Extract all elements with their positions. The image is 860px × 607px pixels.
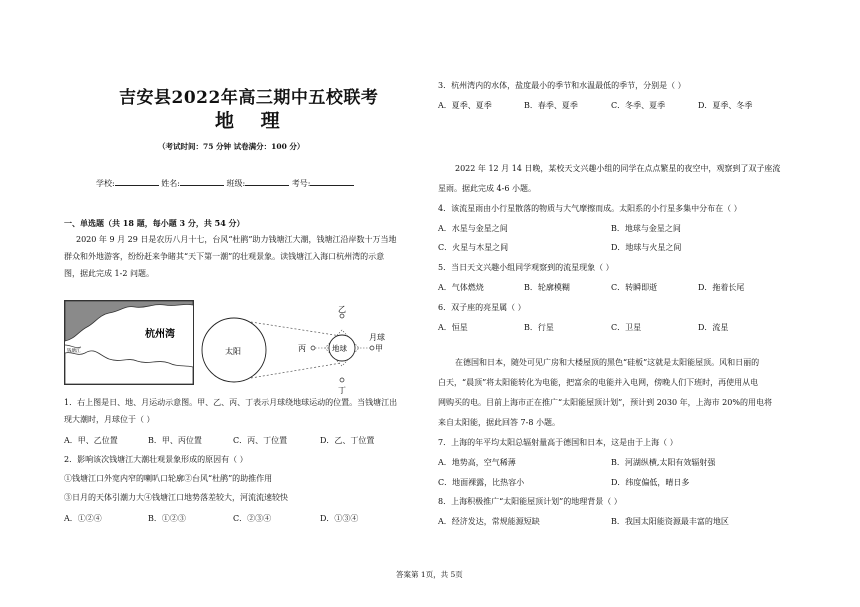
q3-option-c[interactable]: C．冬季、夏季 <box>611 101 666 110</box>
q5-option-d[interactable]: D．拖着长尾 <box>698 283 745 292</box>
q7-option-d[interactable]: D．纬度偏低，晴日多 <box>611 478 690 487</box>
q1-stem-cont: 现大潮时，月球位于（ ） <box>64 415 155 424</box>
school-blank[interactable] <box>115 177 159 186</box>
q2-option-c[interactable]: C．②③④ <box>233 514 272 523</box>
intro-line-1: 2020 年 9 月 29 日是农历八月十七，台风“杜鹃”助力钱塘江大潮，钱塘江沿岸数十万当地 <box>76 235 397 244</box>
q6-option-b[interactable]: B．行星 <box>524 323 554 332</box>
subject-title: 地 理 <box>215 110 290 132</box>
student-info-fields <box>96 177 354 190</box>
q3-stem: 3．杭州湾内的水体，盐度最小的季节和水温最低的季节，分别是（ ） <box>438 81 686 90</box>
intro-line-3: 图，据此完成 1-2 问题。 <box>64 269 154 278</box>
q5-option-b[interactable]: B．轮廓模糊 <box>524 283 570 292</box>
moon-position-jia <box>370 346 374 350</box>
passage2-line-2: 星雨。据此完成 4-6 小题。 <box>438 184 536 193</box>
name-blank[interactable] <box>180 177 224 186</box>
q2-line-2: ③日月的天体引潮力大④钱塘江口地势落差较大，河流流速较快 <box>64 493 288 502</box>
q3-option-d[interactable]: D．夏季、冬季 <box>698 101 753 110</box>
q7-option-c[interactable]: C．地面裸露，比热容小 <box>438 478 525 487</box>
q5-stem: 5．当日天文兴趣小组同学观察到的流星现象（ ） <box>438 263 614 272</box>
q6-stem: 6．双子座的亮星属（ ） <box>438 303 526 312</box>
q1-stem: 1．右上图是日、地、月运动示意图。甲、乙、丙、丁表示月球绕地球运动的位置。当钱塘江出 <box>64 398 398 407</box>
section1-heading: 一、单选题（共 18 题，每小题 3 分，共 54 分） <box>64 218 245 228</box>
bing-label: 丙 <box>298 344 306 353</box>
moon-label: 月球 <box>369 333 385 342</box>
exam-info: （考试时间：75 分钟 试卷满分：100 分） <box>158 142 305 151</box>
q8-option-a[interactable]: A．经济发达，常规能源短缺 <box>438 517 540 526</box>
q8-stem: 8．上海积极推广“太阳能屋顶计划”的地理背景（ ） <box>438 497 622 506</box>
passage3-line-2: 白天，“晨顶”将太阳能转化为电能，把富余的电能并入电网，傍晚人们下班时，再使用从电 <box>438 378 759 387</box>
exam-title: 吉安县2022年高三期中五校联考 <box>119 88 379 108</box>
school-label: 学校: <box>96 179 115 188</box>
q1-option-a[interactable]: A．甲、乙位置 <box>64 436 118 445</box>
sun-earth-moon-diagram <box>195 300 420 395</box>
q7-option-a[interactable]: A．地势高，空气稀薄 <box>438 458 516 467</box>
passage3-line-3: 网购买的电。目前上海市正在推广“太阳能屋顶计划”，预计到 2030 年，上海市 20%的用电将 <box>438 398 772 407</box>
intro-line-2: 群众和外地游客，纷纷赶来争睹其“天下第一潮”的壮观景象。读钱塘江入海口杭州湾的示意 <box>64 252 385 261</box>
q7-stem: 7．上海的年平均太阳总辐射量高于德国和日本，这是由于上海（ ） <box>438 438 678 447</box>
q7-option-b[interactable]: B．河湖纵横,太阳有效辐射强 <box>611 458 716 467</box>
name-label: 姓名: <box>161 179 180 188</box>
q6-option-d[interactable]: D．流星 <box>698 323 729 332</box>
moon-position-ding <box>340 378 344 382</box>
q2-option-a[interactable]: A．①②④ <box>64 514 102 523</box>
q1-option-c[interactable]: C．丙、丁位置 <box>233 436 288 445</box>
q2-stem: 2．影响该次钱塘江大潮壮观景象形成的原因有（ ） <box>64 455 248 464</box>
q4-option-d[interactable]: D．地球与火星之间 <box>611 243 682 252</box>
passage3-line-1: 在德国和日本，随处可见广房和大楼屋顶的黑色“硅板”这就是太阳能屋顶。风和日丽的 <box>455 358 760 367</box>
number-label: 考号: <box>291 179 311 188</box>
q2-option-d[interactable]: D．①③④ <box>320 514 359 523</box>
q4-stem: 4．该流星雨由小行星散落的物质与大气摩擦而成。太阳系的小行星多集中分布在（ ） <box>438 204 742 213</box>
q4-option-c[interactable]: C．火星与木星之间 <box>438 243 509 252</box>
ding-label: 丁 <box>338 386 346 395</box>
moon-position-bing <box>311 346 315 350</box>
q8-option-b[interactable]: B．我国太阳能资源最丰富的地区 <box>611 517 729 526</box>
river-label: 钱塘江 <box>67 349 81 354</box>
earth-label: 地球 <box>332 344 347 353</box>
sun-label: 太阳 <box>225 347 241 356</box>
hangzhou-bay-map <box>64 300 194 385</box>
q5-option-c[interactable]: C．转瞬即逝 <box>611 283 658 292</box>
moon-position-yi <box>340 314 344 318</box>
q3-option-b[interactable]: B．春季、夏季 <box>524 101 578 110</box>
jia-label: 甲 <box>375 344 383 353</box>
q6-option-c[interactable]: C．卫星 <box>611 323 642 332</box>
number-blank[interactable] <box>310 177 354 186</box>
q2-option-b[interactable]: B．①②③ <box>148 514 186 523</box>
q4-option-a[interactable]: A．水星与金星之间 <box>438 224 508 233</box>
yi-label: 乙 <box>338 305 346 314</box>
q1-option-b[interactable]: B．甲、丙位置 <box>148 436 202 445</box>
q1-option-d[interactable]: D．乙、丁位置 <box>320 436 375 445</box>
passage2-line-1: 2022 年 12 月 14 日晚，某校天文兴趣小组的同学在点点繁星的夜空中，观察到了双子座流 <box>455 164 781 173</box>
q5-option-a[interactable]: A．气体燃烧 <box>438 283 484 292</box>
page-footer: 答案第 1页，共 5页 <box>396 570 463 579</box>
passage3-line-4: 来自太阳能，据此回答 7-8 小题。 <box>438 418 560 427</box>
class-blank[interactable] <box>245 177 289 186</box>
class-label: 班级: <box>226 179 246 188</box>
q2-line-1: ①钱塘江口外宽内窄的喇叭口轮廓②台风“杜鹃”的助推作用 <box>64 474 273 483</box>
q3-option-a[interactable]: A．夏季、夏季 <box>438 101 492 110</box>
q4-option-b[interactable]: B．地球与金星之间 <box>611 224 681 233</box>
bay-label: 杭州湾 <box>145 329 175 340</box>
q6-option-a[interactable]: A．恒星 <box>438 323 468 332</box>
